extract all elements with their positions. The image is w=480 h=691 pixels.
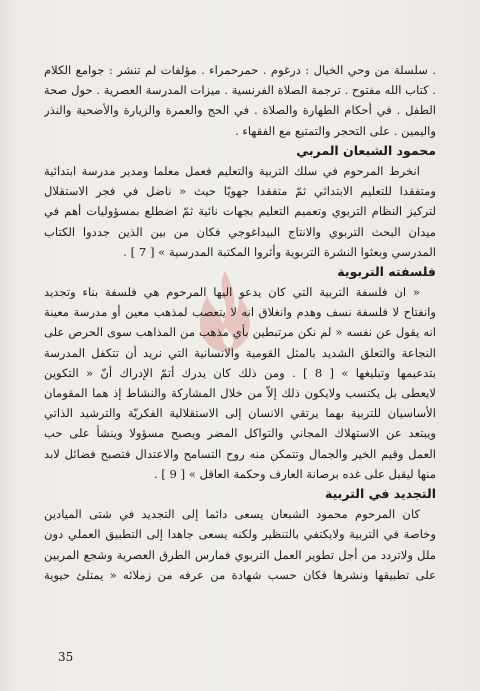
text-line: واليمين . على التحجر والتمتيع مع الفقهاء . — [235, 123, 436, 138]
text-line: المدرسي وبعثوا النشرة التربوية وأثروا المكتبة المدرسية » [ 7 ] . — [123, 244, 436, 259]
text-line: كان المرحوم محمود الشبعان يسعى دائما إلى التجديد في شتى الميادين — [44, 507, 420, 522]
text-line: بتدعيمها وتبليغها » [ 8 ] . ومن ذلك كان يدرك أتمّ الإدراك أنّ « التكوين — [44, 365, 436, 380]
text-line: لايعطى بل يكتسب ولايكون ذلك إلاّ من خلال المشاركة والنشاط إذ هما المقومان — [44, 386, 436, 400]
text-line: ومتفقدا للتعليم الابتدائي ثمّ متفقدا جهويًا حيث « ناضل في فجر الاستقلال — [44, 184, 436, 199]
text-line: العمل وقيم الخير والجمال وتتمكن منه روح التسامح والاعتدال فتصبح فضائل لابد — [44, 446, 436, 461]
text-line: . سلسلة من وحي الخيال : درغوم . حمرحمراء . مؤلفات لم تنشر : جوامع الكلام — [44, 63, 436, 77]
text-line: وخاصة في التربية ولايكتفي بالتنظير ولكنه يسعى جاهدا إلى التطبيق العملي دون — [44, 527, 436, 542]
section-heading: فلسفته التربوية — [337, 263, 436, 279]
text-line: وانفتاح لا فلسفة نسف وهدم وانغلاق انه لا يتعصب لمذهب معين أو مدرسة معينة — [44, 305, 436, 320]
text-line: « ان فلسفة التربية التي كان يدعو اليها المرحوم هي فلسفة بناء وتجديد — [44, 285, 420, 300]
text-line: على تطبيقها ونشرها فكان حسب شهادة من عرفه من زملائه « يمتلئ حيوية — [44, 567, 436, 582]
text-line: انخرط المرحوم في سلك التربية والتعليم فعمل معلما ومدير مدرسة ابتدائية — [44, 163, 420, 178]
text-line: ويبتعد عن الاستهلاك المجاني والتواكل المضر ويصبح مسؤولا وينشأ على حب — [44, 426, 436, 441]
page-text — [44, 60, 436, 585]
text-line: منها ليقبل على غده برصانة العارف وحكمة العاقل » [ 9 ] . — [153, 466, 436, 481]
text-line: النجاعة والتعلق الشديد بالمثل القومية والانسانية التي نريد أن تتكفل المدرسة — [44, 345, 436, 360]
text-line: لتركيز النظام التربوي وتعميم التعليم بجهات نائية ثمّ اضطلع بمسؤوليات أهم في — [44, 204, 436, 219]
section-heading: التجديد في التربية — [325, 485, 436, 501]
section-heading: محمود الشبعان المربي — [296, 142, 436, 158]
page-number: 35 — [58, 650, 74, 664]
text-line: ملل ولاتردد من أجل تطوير العمل التربوي فمارس الطرق العصرية وشجع المربين — [44, 547, 436, 562]
text-line: ميدان البحث التربوي والانتاج البيداغوجي فكان من بين الذين جددوا الكتاب — [44, 224, 436, 239]
text-line: . كتاب الله مفتوح . ترجمة الصلاة الفرنسية . ميزات المدرسة العصرية . حول صحة — [44, 83, 436, 98]
text-line: الطفل . في أحكام الطهارة والصلاة . في الحج والعمرة والزيارة والأضحية والنذر — [44, 103, 436, 118]
text-line: انه يقول عن نفسه « لم نكن مرتبطين بأي مذهب من المذاهب سوى الحرص على — [44, 325, 436, 340]
text-line: الأساسيان للتربية بهما يرتقي الانسان إلى الاستقلالية الفكريّة والترشيد الذاتي — [44, 406, 436, 421]
